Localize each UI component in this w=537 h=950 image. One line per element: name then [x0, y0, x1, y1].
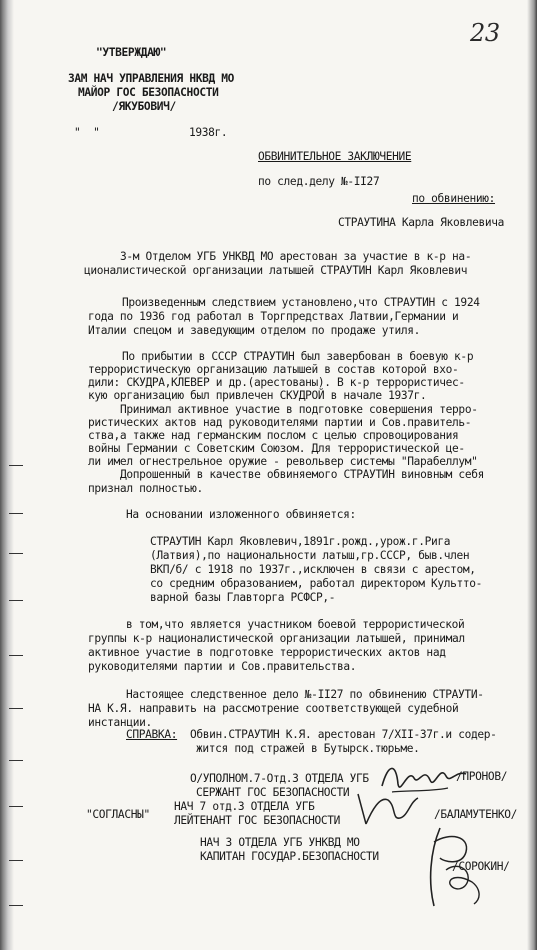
margin-tick: [9, 708, 23, 709]
margin-tick: [9, 806, 23, 807]
signer-2-title: НАЧ 7 отд.3 ОТДЕЛА УГБ: [174, 800, 315, 813]
approval-line-1: ЗАМ НАЧ УПРАВЛЕНИЯ НКВД МО: [68, 72, 235, 85]
approval-line-3: /ЯКУБОВИЧ/: [112, 100, 176, 113]
charge-label: по обвинению:: [412, 192, 496, 205]
paragraph-line: Произведенным следствием установлено,что СТРАУТИН с 1924: [122, 296, 480, 309]
signer-1-rank: СЕРЖАНТ ГОС БЕЗОПАСНОСТИ: [196, 786, 350, 799]
paragraph-line: По прибытии в СССР СТРАУТИН был завербован в боевую к-р: [122, 350, 474, 363]
agreed-label: "СОГЛАСНЫ": [86, 808, 150, 821]
signer-1-name: /ПРОНОВ/: [456, 770, 508, 783]
paragraph-line: Италии спецом и заведующим отделом по продаже утиля.: [88, 324, 421, 337]
paragraph-line: ли имел огнестрельное оружие - револьвер системы "Парабеллум": [88, 455, 478, 468]
signature-scribble-3: [410, 822, 490, 912]
signer-3-rank: КАПИТАН ГОСУДАР.БЕЗОПАСНОСТИ: [200, 850, 379, 863]
folio-number: 23: [470, 19, 500, 47]
margin-tick: [9, 513, 23, 514]
accused-line: СТРАУТИН Карл Яковлевич,1891г.рожд.,урож.г.Рига: [150, 535, 451, 548]
page-right-edge: [527, 0, 537, 950]
note-label: СПРАВКА:: [126, 728, 178, 741]
conclusion-line: инстанции.: [88, 716, 152, 729]
conclusion-line: НА К.Я. направить на рассмотрение соответствующей судебной: [88, 702, 459, 715]
paragraph-line: дили: СКУДРА,КЛЕВЕР и др.(арестованы). В к-р террористичес-: [88, 376, 465, 389]
approval-date: " " 1938г.: [74, 126, 228, 139]
signer-1-title: О/УПОЛНОМ.7-Отд.3 ОТДЕЛА УГБ: [190, 772, 369, 785]
paragraph-line: признал полностью.: [88, 482, 203, 495]
accused-line: (Латвия),по национальности латыш,гр.СССР, быв.член: [150, 549, 470, 562]
paragraph-line: ристических актов над руководителями партии и Сов.правитель-: [88, 416, 472, 429]
case-number: по след.делу №-II27: [258, 175, 380, 188]
paragraph-line: 3-м Отделом УГБ УНКВД МО арестован за участие в к-р на-: [120, 250, 472, 263]
page-left-edge: [0, 0, 14, 950]
accused-line: варной базы Главторга РСФСР,-: [150, 591, 336, 604]
margin-tick: [9, 655, 23, 656]
margin-tick: [9, 760, 23, 761]
margin-tick: [9, 553, 23, 554]
basis-line: На основании изложенного обвиняется:: [126, 508, 356, 521]
guilt-line: в том,что является участником боевой террористической: [126, 618, 465, 631]
guilt-line: группы к-р националистической организации латышей, принимал: [88, 632, 465, 645]
margin-tick: [9, 860, 23, 861]
paragraph-line: года по 1936 год работал в Торгпредствах Латвии,Германии и: [88, 310, 459, 323]
paragraph-line: войны Германии с Советским Союзом. Для террористической це-: [88, 442, 465, 455]
paragraph-line: кую организацию был привлечен СКУДРОЙ в начале 1937г.: [88, 389, 427, 402]
paragraph-line: ционалистической организации латышей СТРАУТИН Карл Яковлевич: [84, 264, 468, 277]
margin-tick: [9, 600, 23, 601]
margin-tick: [9, 465, 23, 466]
guilt-line: руководителями партии и Сов.правительства.: [88, 660, 357, 673]
margin-tick: [9, 905, 23, 906]
signer-2-rank: ЛЕЙТЕНАНТ ГОС БЕЗОПАСНОСТИ: [174, 814, 341, 827]
guilt-line: активное участие в подготовке террористических актов над: [88, 646, 446, 659]
approval-line-2: МАЙОР ГОС БЕЗОПАСНОСТИ: [78, 86, 219, 99]
signer-2-name: /БАЛАМУТЕНКО/: [434, 808, 518, 821]
paragraph-line: террористическую организацию латышей в состав которой вхо-: [88, 363, 459, 376]
document-title: ОБВИНИТЕЛЬНОЕ ЗАКЛЮЧЕНИЕ: [258, 150, 412, 163]
signer-3-title: НАЧ 3 ОТДЕЛА УГБ УНКВД МО: [200, 836, 360, 849]
paragraph-line: Принимал активное участие в подготовке совершения терро-: [120, 403, 478, 416]
accused-line: со средним образованием, работал директором Культто-: [150, 577, 483, 590]
conclusion-line: Настоящее следственное дело №-II27 по обвинению СТРАУТИ-: [126, 688, 484, 701]
note-line: жится под стражей в Бутырск.тюрьме.: [196, 742, 420, 755]
accused-name: СТРАУТИНА Карла Яковлевича: [338, 216, 505, 229]
signer-3-name: /СОРОКИН/: [452, 860, 510, 873]
paragraph-line: Допрошенный в качестве обвиняемого СТРАУТИН виновным себя: [120, 468, 484, 481]
approval-label: "УТВЕРЖДАЮ": [96, 46, 167, 59]
note-line: Обвин.СТРАУТИН К.Я. арестован 7/XII-37г.и содер-: [190, 728, 497, 741]
paragraph-line: ства,а также над германским послом с целью спровоцирования: [88, 429, 459, 442]
accused-line: ВКП/б/ с 1918 по 1937г.,исключен в связи с арестом,: [150, 563, 476, 576]
